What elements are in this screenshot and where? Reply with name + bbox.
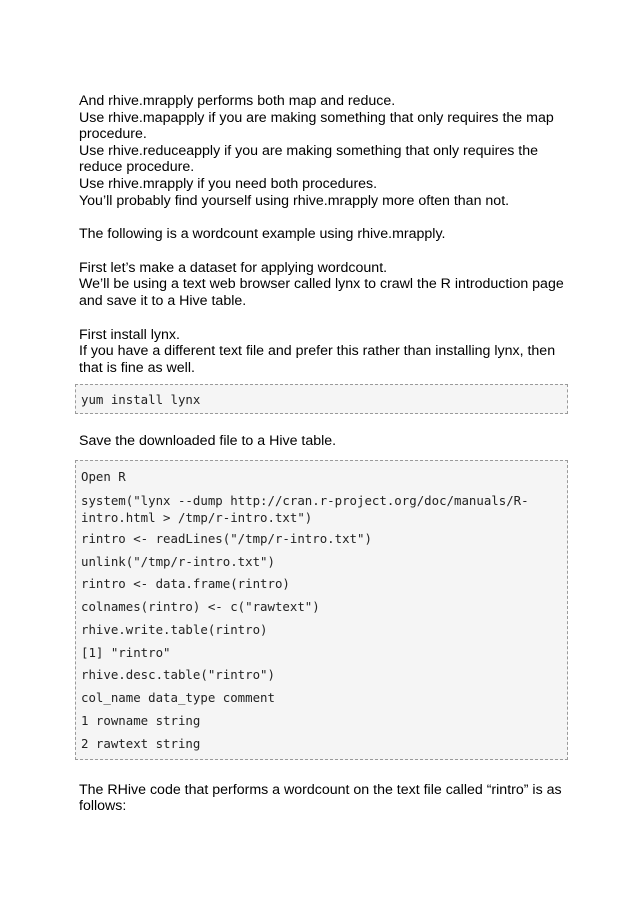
code-block-install xyxy=(75,384,568,414)
text-line: First install lynx. xyxy=(79,326,180,343)
paragraph-rhive-code-intro xyxy=(79,782,569,815)
code-line: rintro <- readLines("/tmp/r-intro.txt") xyxy=(81,530,372,546)
text-line: The RHive code that performs a wordcount on the text file called “rintro” is as xyxy=(79,781,562,798)
text-line: follows: xyxy=(79,798,127,815)
code-line: intro.html > /tmp/r-intro.txt") xyxy=(81,509,313,525)
paragraph-spacer xyxy=(79,243,569,260)
paragraph-spacer xyxy=(79,414,569,433)
code-line: Open R xyxy=(81,468,126,484)
code-line: 2 rawtext string xyxy=(81,735,201,751)
code-block-r-session xyxy=(75,460,568,760)
code-line: rhive.write.table(rintro) xyxy=(81,621,268,637)
text-line: Use rhive.mrapply if you need both procedures. xyxy=(79,175,378,192)
code-line: unlink("/tmp/r-intro.txt") xyxy=(81,553,275,569)
document-body xyxy=(79,93,569,815)
paragraph-spacer xyxy=(79,209,569,226)
text-line: that is fine as well. xyxy=(79,359,195,376)
paragraph-mrapply-intro xyxy=(79,93,569,209)
code-line: 1 rowname string xyxy=(81,713,201,729)
text-line: Save the downloaded file to a Hive table. xyxy=(79,433,337,450)
text-line: Use rhive.mapapply if you are making something that only requires the map xyxy=(79,109,554,126)
text-line: First let’s make a dataset for applying wordcount. xyxy=(79,259,388,276)
paragraph-spacer xyxy=(79,760,569,782)
code-line: rintro <- data.frame(rintro) xyxy=(81,576,290,592)
code-line: col_name data_type comment xyxy=(81,690,275,706)
paragraph-spacer xyxy=(79,376,569,384)
text-line: Use rhive.reduceapply if you are making something that only requires the xyxy=(79,142,538,159)
code-line: [1] "rintro" xyxy=(81,644,171,660)
code-line: system("lynx --dump http://cran.r-project.org/doc/manuals/R- xyxy=(81,492,529,508)
paragraph-spacer xyxy=(79,310,569,327)
paragraph-spacer xyxy=(79,450,569,460)
text-line: And rhive.mrapply performs both map and reduce. xyxy=(79,93,396,109)
text-line: The following is a wordcount example using rhive.mrapply. xyxy=(79,226,446,243)
text-line: procedure. xyxy=(79,126,147,143)
code-line: colnames(rintro) <- c("rawtext") xyxy=(81,599,320,615)
text-line: reduce procedure. xyxy=(79,159,195,176)
text-line: and save it to a Hive table. xyxy=(79,292,247,309)
text-line: We’ll be using a text web browser called lynx to crawl the R introduction page xyxy=(79,276,564,293)
paragraph-dataset xyxy=(79,260,569,310)
paragraph-save-hive xyxy=(79,433,569,450)
paragraph-wordcount-example xyxy=(79,226,569,243)
code-line: yum install lynx xyxy=(81,392,201,408)
text-line: You’ll probably find yourself using rhive.mrapply more often than not. xyxy=(79,192,510,209)
code-line: rhive.desc.table("rintro") xyxy=(81,667,275,683)
paragraph-install-lynx xyxy=(79,327,569,377)
text-line: If you have a different text file and prefer this rather than installing lynx, then xyxy=(79,343,556,360)
